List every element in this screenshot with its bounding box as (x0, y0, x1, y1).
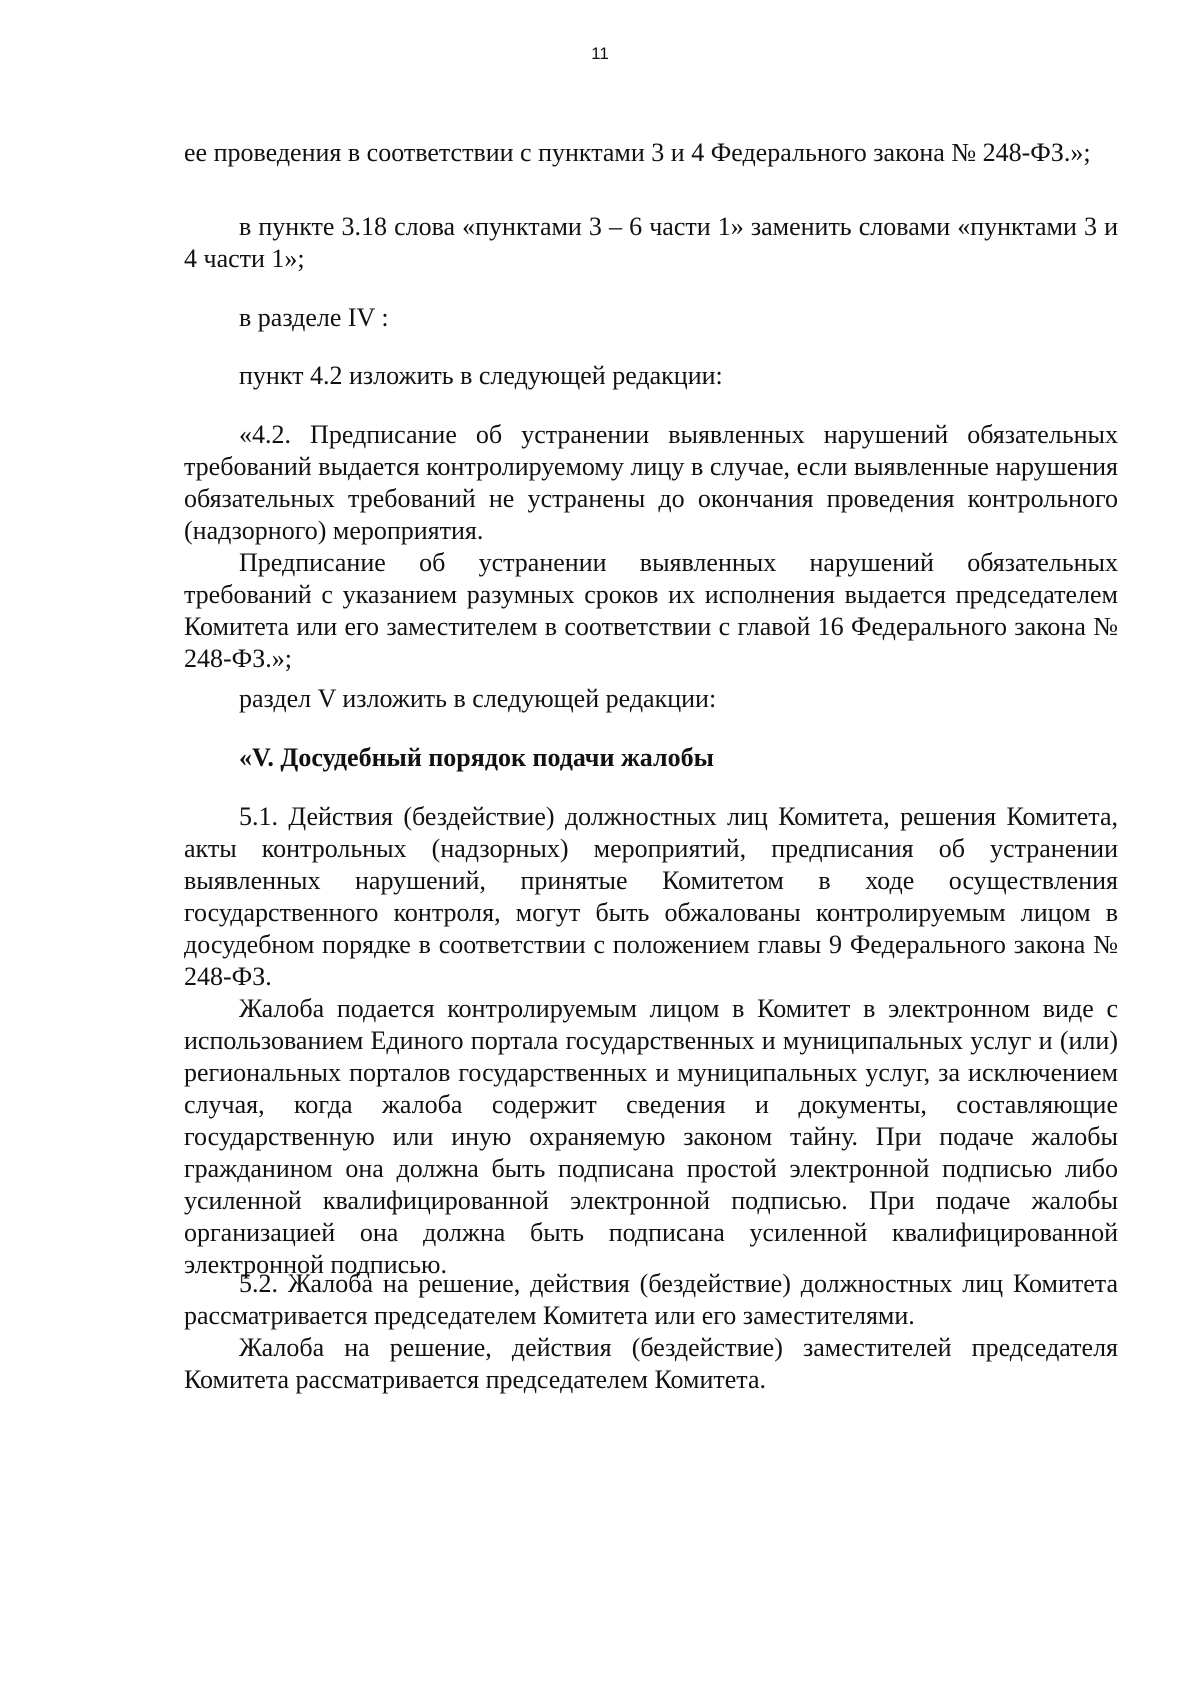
paragraph-text: Жалоба на решение, действия (бездействие) заместителей председателя Комитета рассматривается председателем Комитета. (184, 1333, 1118, 1394)
paragraph-section-v-intro (184, 683, 1118, 715)
paragraph-text: в разделе IV : (239, 303, 389, 332)
paragraph-text: Предписание об устранении выявленных нарушений обязательных требований с указанием разумных сроков их исполнения выдается председателем Комитета или его заместителем в соответствии с главой 16 Федерального закона № 248-ФЗ.»; (184, 548, 1118, 673)
paragraph-text: «4.2. Предписание об устранении выявленных нарушений обязательных требований выдается контролируемому лицу в случае, если выявленные нарушения обязательных требований не устранены до окончания проведения контрольного (надзорного) мероприятия. (184, 420, 1118, 545)
paragraph-item-3-18 (184, 211, 1118, 275)
item-5-1 (184, 801, 1118, 1281)
paragraph-text: раздел V изложить в следующей редакции: (239, 684, 717, 713)
paragraph-text: 5.2. Жалоба на решение, действия (бездействие) должностных лиц Комитета рассматривается председателем Комитета или его заместителями. (184, 1269, 1118, 1330)
section-heading: «V. Досудебный порядок подачи жалобы (239, 743, 714, 772)
quoted-item-4-2 (184, 419, 1118, 675)
section-v-heading (184, 742, 1118, 774)
item-5-2 (184, 1268, 1118, 1396)
paragraph-text: ее проведения в соответствии с пунктами 3 и 4 Федерального закона № 248-ФЗ.»; (184, 138, 1091, 167)
paragraph-section-iv (184, 302, 1118, 334)
paragraph-text: пункт 4.2 изложить в следующей редакции: (239, 361, 723, 390)
page-number: 11 (591, 44, 609, 63)
paragraph-text: Жалоба подается контролируемым лицом в Комитет в электронном виде с использованием Единого портала государственных и муниципальных услуг и (или) региональных порталов государственных и муниципальных услуг, за исключением случая, когда жалоба содержит сведения и документы, составляющие государственную или иную охраняемую законом тайну. При подаче жалобы гражданином она должна быть подписана простой электронной подписью либо усиленной квалифицированной электронной подписью. При подаче жалобы организацией она должна быть подписана усиленной квалифицированной электронной подписью. (184, 994, 1118, 1279)
paragraph-continuation (184, 137, 1118, 169)
paragraph-text: в пункте 3.18 слова «пунктами 3 – 6 части 1» заменить словами «пунктами 3 и 4 части 1»; (184, 212, 1118, 273)
paragraph-item-4-2-intro (184, 360, 1118, 392)
paragraph-text: 5.1. Действия (бездействие) должностных лиц Комитета, решения Комитета, акты контрольных (надзорных) мероприятий, предписания об устранении выявленных нарушений, принятые Комитетом в ходе осуществления государственного контроля, могут быть обжалованы контролируемым лицом в досудебном порядке в соответствии с положением главы 9 Федерального закона № 248-ФЗ. (184, 802, 1118, 991)
